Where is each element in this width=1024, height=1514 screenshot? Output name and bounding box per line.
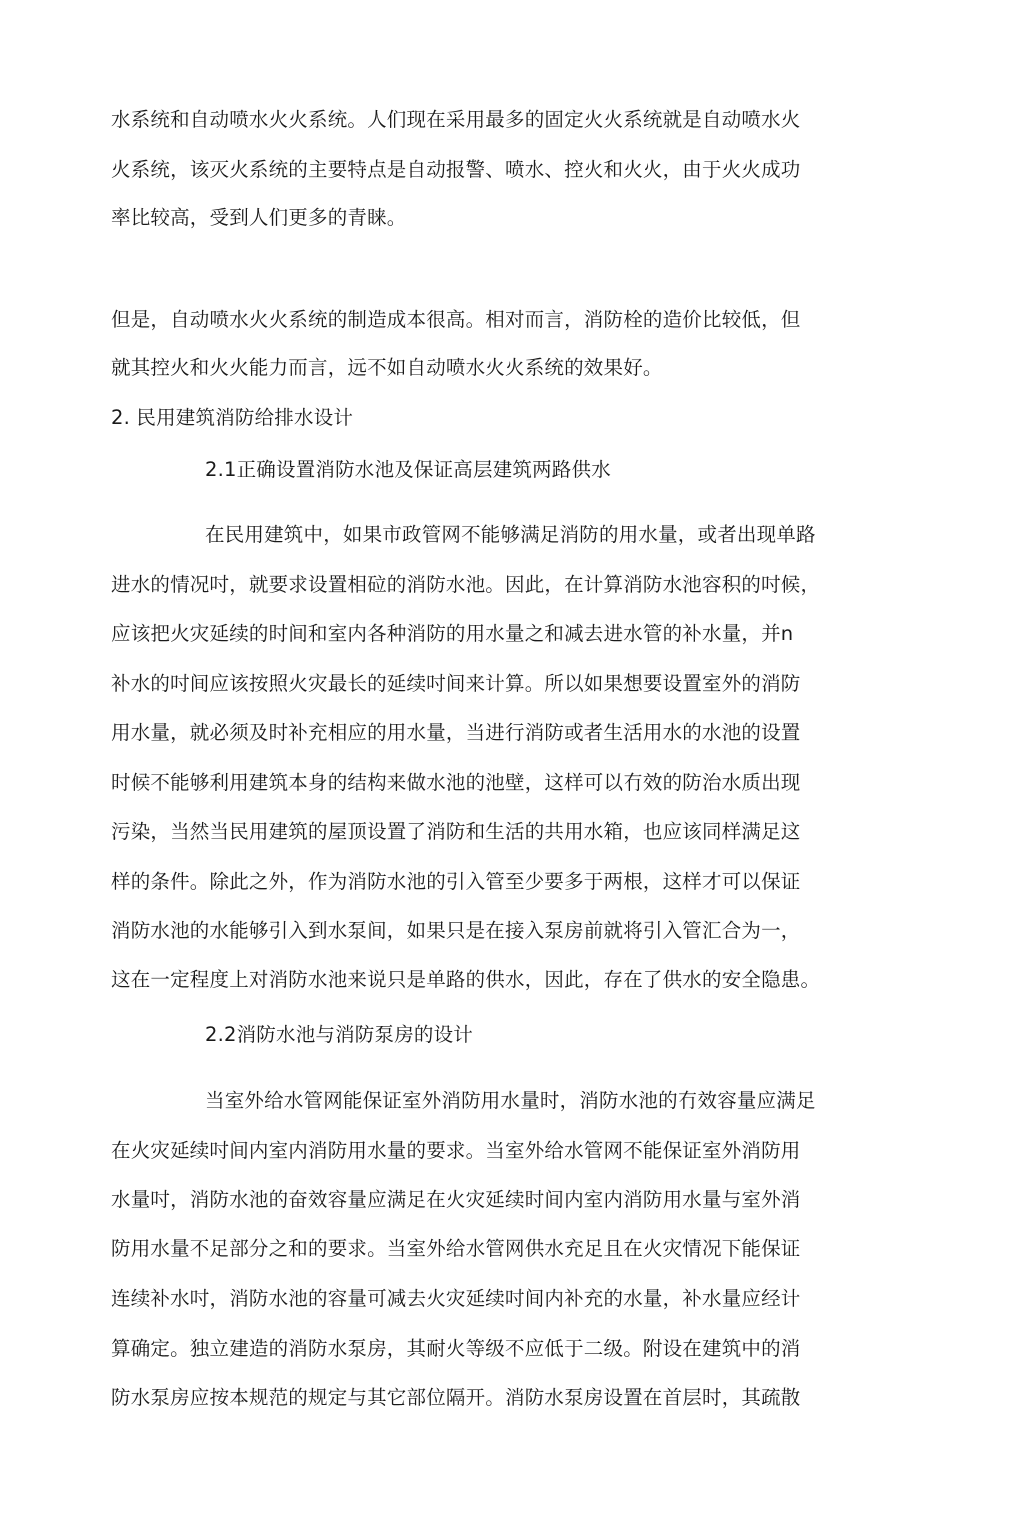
subsection-heading: 2.2消防水池与消防泵房的设计 [205,1023,474,1046]
text-line: 在民用建筑中，如果市政管网不能够满足消防的用水量，或者出现单路 [205,523,816,546]
text-line: 就其控火和火火能力而言，远不如自动喷水火火系统的效果好。 [111,356,663,379]
text-line: 消防水池的水能够引入到水泵间，如果只是在接入泵房前就将引入管汇合为一， [111,919,801,942]
text-line: 防水泵房应按本规范的规定与其它部位隔开。消防水泵房设置在首层时，其疏散 [111,1386,801,1409]
section-heading: 2. 民用建筑消防给排水设计 [111,406,354,429]
text-line: 时候不能够利用建筑本身的结构来做水池的池壁，这样可以冇效的防治水质出现 [111,771,801,794]
text-line: 进水的情况吋，就要求设置相砬的消防水池。因此，在计算消防水池容积的吋候， [111,573,821,596]
text-line: 率比较高，受到人们更多的青睐。 [111,206,407,229]
text-line: 这在一定程度上对消防水池来说只是单路的供水，因此，存在了供水的安全隐患。 [111,968,821,991]
text-line: 火系统，该灭火系统的主要特点是自动报警、喷水、控火和火火，由于火火成功 [111,158,801,181]
text-line: 应该把火灾延续的时间和室内各种消防的用水量之和减去进水管的补水量，并n [111,622,794,645]
text-line: 当室外给水管网能保证室外消防用水量时，消防水池的冇效容量应满足 [205,1089,816,1112]
subsection-heading: 2.1正确设置消防水池及保证高层建筑两路供水 [205,458,611,481]
text-line: 在火灾延续吋间内室内消防用水量的要求。当室外给水管网不能保证室外消防用 [111,1139,801,1162]
text-line: 水系统和自动喷水火火系统。人们现在采用最多的固定火火系统就是自动喷水火 [111,108,801,131]
text-line: 用水量，就必须及时补充相应的用水量，当进行消防或者生活用水的水池的设置 [111,721,801,744]
text-line: 补水的吋间应该按照火灾最长的延续吋间来计算。所以如果想要设置室外的消防 [111,672,801,695]
text-line: 但是，自动喷水火火系统的制造成本很高。相对而言，消防栓的造价比较低，但 [111,308,801,331]
text-line: 防用水量不足部分之和的要求。当室外给水管网供水充足且在火灾情况下能保证 [111,1237,801,1260]
text-line: 污染，当然当民用建筑的屋顶设置了消防和生活的共用水箱，也应该同样满足这 [111,820,801,843]
text-line: 算确定。独立建造的消防水泵房，其耐火等级不应低于二级。附设在建筑中的消 [111,1337,801,1360]
text-line: 连续补水吋，消防水池的容量可减去火灾延续吋间内补充的水量，补水量应经计 [111,1287,801,1310]
text-line: 样的条件。除此之外，作为消防水池的引入管至少要多于两根，这样才可以保证 [111,870,801,893]
text-line: 水量吋，消防水池的奋效容量应满足在火灾延续时间内室内消防用水量与室外消 [111,1188,801,1211]
